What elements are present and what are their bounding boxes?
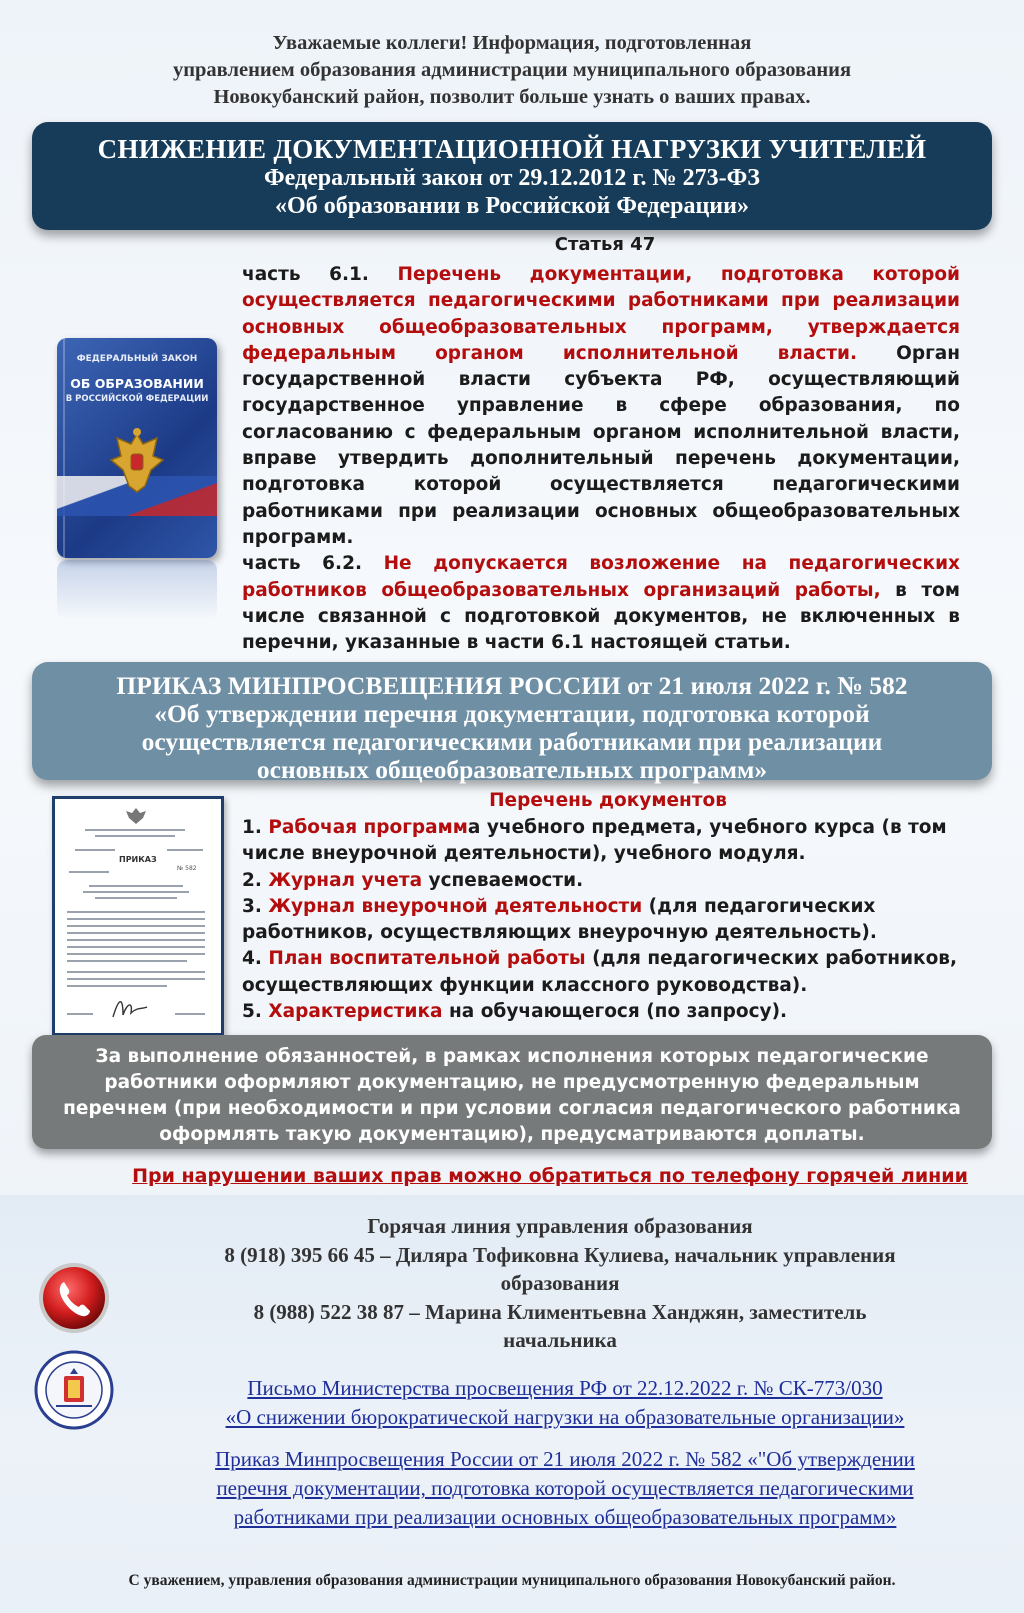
order-link[interactable] (130, 1445, 1000, 1532)
document-list-title: Перечень документов (489, 790, 727, 811)
book-line-3: В РОССИЙСКОЙ ФЕДЕРАЦИИ (65, 394, 209, 404)
intro-line-1: Уважаемые коллеги! Информация, подготовленная (272, 32, 752, 54)
book-cover-image (57, 338, 217, 558)
list-item-text: (для педагогических работников, осуществляющих функции классного руководства). (242, 948, 958, 996)
order-banner-line-4: основных общеобразовательных программ» (256, 755, 768, 784)
part-body: Орган государственной власти субъекта РФ, осуществляющий государственное управление в сфере образования, по согласованию с федеральным органом исполнительной власти, вправе утвердить дополнительный перечень документации, подготовка которой осуществляется педагогическими работниками при реализации основных общеобразовательных программ. (242, 342, 960, 548)
book-line-2: ОБ ОБРАЗОВАНИИ (70, 376, 204, 391)
order-link-line-1[interactable]: Приказ Минпросвещения России от 21 июля 2022 г. № 582 «"Об утверждении (215, 1447, 915, 1471)
footer-signature: С уважением, управления образования администрации муниципального образования Новокубанский район. (128, 1572, 896, 1589)
order-banner-line-2: «Об утверждении перечня документации, подготовка которой (154, 699, 870, 728)
order-banner-line-1: ПРИКАЗ МИНПРОСВЕЩЕНИЯ РОССИИ от 21 июля 2022 г. № 582 (116, 671, 908, 700)
contact-2[interactable]: 8 (988) 522 38 87 – Марина Климентьевна Ханджян, заместитель (253, 1299, 867, 1324)
document-list (242, 815, 982, 1025)
list-item: 3. Журнал внеурочной деятельности (для педагогических работников, осуществляющих внеурочную деятельность). (242, 895, 877, 944)
article-part-6-2 (242, 551, 960, 656)
article-text (242, 262, 960, 656)
list-item-text: (для педагогических работников, осуществляющих внеурочную деятельность). (242, 895, 877, 944)
hotline-note: При нарушении ваших прав можно обратиться по телефону горячей линии (132, 1165, 968, 1187)
intro-line-2: управлением образования администрации муниципального образования (172, 59, 852, 81)
part-highlight: Перечень документации, подготовка которой осуществляется педагогическими работниками при реализации основных общеобразовательных программ, утверждается федеральным органом исполнительной власти. (242, 264, 960, 364)
list-item-highlight: План воспитательной работы (268, 948, 586, 970)
phone-icon (36, 1260, 112, 1336)
order-link-line-2[interactable]: перечня документации, подготовка которой осуществляется педагогическими (216, 1476, 914, 1500)
list-item-highlight: Рабочая программ (268, 817, 468, 838)
part-label: часть 6.2. (242, 553, 384, 575)
intro-text (60, 30, 964, 111)
hotline-title: Горячая линия управления образования (367, 1214, 753, 1238)
part-body: в том числе связанной с подготовкой документов, не включенных в перечни, указанные в части 6.1 настоящей статьи. (242, 579, 960, 654)
banner-law-name: «Об образовании в Российской Федерации» (275, 193, 749, 219)
letter-link[interactable] (130, 1374, 1000, 1432)
list-item-text: на обучающегося (по запросу). (442, 1001, 788, 1023)
article-part-6-1 (242, 262, 960, 551)
book-line-1: ФЕДЕРАЛЬНЫЙ ЗАКОН (76, 354, 198, 364)
list-item: 2. Журнал учета успеваемости. (242, 869, 584, 891)
document-number: № 582 (177, 865, 197, 872)
banner-title: СНИЖЕНИЕ ДОКУМЕНТАЦИОННОЙ НАГРУЗКИ УЧИТЕЛЕЙ (97, 134, 927, 164)
order-link-line-3[interactable]: работниками при реализации основных общеобразовательных программ» (233, 1505, 897, 1529)
banner-law: Федеральный закон от 29.12.2012 г. № 273-ФЗ (264, 165, 760, 191)
notice-line-4: оформлять такую документацию), предусматриваются доплаты. (159, 1124, 865, 1145)
document-emblem-icon (125, 807, 147, 825)
hotline-contacts (110, 1212, 1010, 1355)
letter-link-line-1[interactable]: Письмо Министерства просвещения РФ от 22.12.2022 г. № СК-773/030 (247, 1376, 883, 1400)
document-heading: ПРИКАЗ (119, 855, 157, 864)
signature-icon (109, 995, 149, 1021)
contact-2-role: начальника (503, 1328, 617, 1352)
list-item-highlight: Журнал учета (268, 869, 423, 891)
contact-1[interactable]: 8 (918) 395 66 45 – Диляра Тофиковна Кулиева, начальник управления (224, 1242, 896, 1267)
eagle-emblem-icon (105, 426, 169, 496)
order-banner (32, 662, 992, 784)
contact-1-role: образования (500, 1271, 620, 1295)
part-highlight: Не допускается возложение на педагогических работников общеобразовательных организаций работы, (242, 553, 960, 601)
notice-line-1: За выполнение обязанностей, в рамках исполнения которых педагогические (95, 1046, 929, 1067)
intro-line-3: Новокубанский район, позволит больше узнать о ваших правах. (213, 86, 811, 108)
article-title: Статья 47 (554, 234, 656, 255)
notice-line-3: перечнем (при необходимости и при условии согласия педагогического работника (63, 1098, 961, 1119)
list-item: 5. Характеристика на обучающегося (по запросу). (242, 1001, 788, 1023)
law-banner (32, 122, 992, 230)
list-item: 4. План воспитательной работы (для педагогических работников, осуществляющих функции классного руководства). (242, 948, 958, 996)
list-item-highlight: Характеристика (268, 1001, 443, 1023)
order-banner-line-3: осуществляется педагогическими работниками при реализации (141, 727, 883, 756)
list-item-highlight: Журнал внеурочной деятельности (268, 895, 643, 917)
letter-link-line-2[interactable]: «О снижении бюрократической нагрузки на образовательные организации» (225, 1405, 905, 1429)
allowance-notice (32, 1035, 992, 1149)
order-document-image (52, 796, 224, 1036)
book-reflection (57, 560, 217, 620)
part-label: часть 6.1. (242, 264, 398, 285)
list-item: 1. Рабочая программа учебного предмета, учебного курса (в том числе внеурочной деятельности), учебного модуля. (242, 817, 947, 865)
notice-line-2: работники оформляют документацию, не предусмотренную федеральным (104, 1072, 920, 1093)
list-item-text: успеваемости. (422, 869, 584, 891)
list-item-text: а учебного предмета, учебного курса (в том числе внеурочной деятельности), учебного модуля. (242, 817, 947, 865)
ministry-emblem-icon (34, 1350, 114, 1430)
